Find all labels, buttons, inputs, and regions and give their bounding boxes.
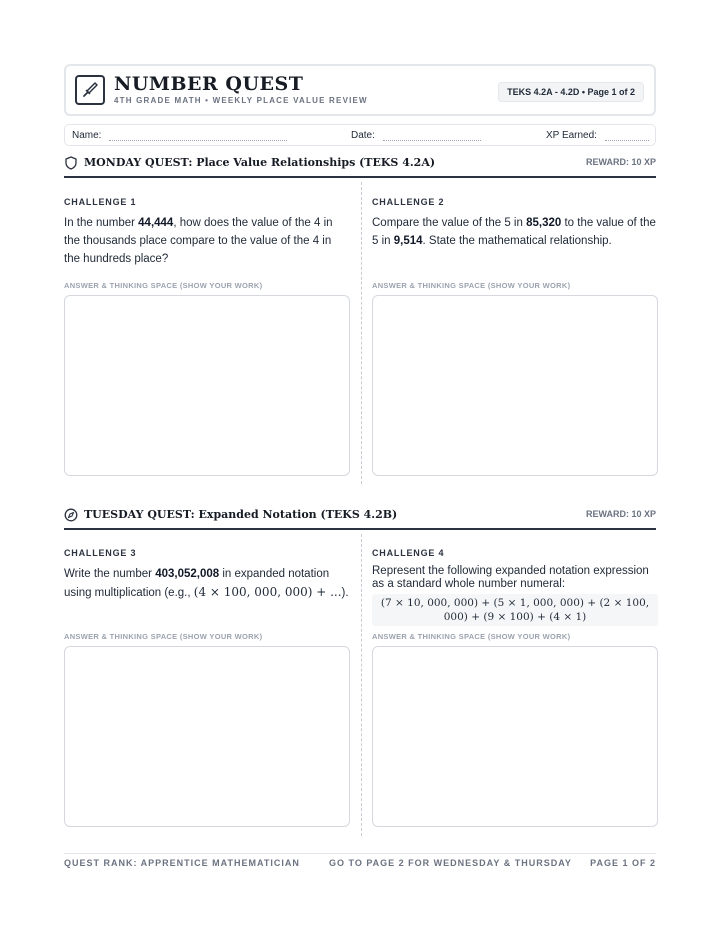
sword-icon xyxy=(75,75,105,105)
answer-box-4[interactable] xyxy=(372,646,658,827)
quest-rank: QUEST RANK: APPRENTICE MATHEMATICIAN xyxy=(64,858,300,868)
challenge-2 xyxy=(372,197,658,250)
xp-label: XP Earned: xyxy=(546,130,597,141)
challenge-1 xyxy=(64,197,350,268)
answer-box-1[interactable] xyxy=(64,295,350,476)
monday-section-header xyxy=(64,156,656,178)
answer-space-label: ANSWER & THINKING SPACE (SHOW YOUR WORK) xyxy=(64,281,263,290)
student-info-bar xyxy=(64,124,656,146)
page-subtitle: 4TH GRADE MATH • WEEKLY PLACE VALUE REVIEW xyxy=(114,96,368,105)
date-field[interactable] xyxy=(383,140,481,141)
answer-space-label: ANSWER & THINKING SPACE (SHOW YOUR WORK) xyxy=(372,632,571,641)
xp-field[interactable] xyxy=(605,140,649,141)
answer-box-3[interactable] xyxy=(64,646,350,827)
challenge-text: Compare the value of the 5 in 85,320 to the value of the 5 in 9,514. State the mathematical relationship. xyxy=(372,217,656,247)
answer-box-2[interactable] xyxy=(372,295,658,476)
answer-space-label: ANSWER & THINKING SPACE (SHOW YOUR WORK) xyxy=(64,632,263,641)
challenge-text: Write the number 403,052,008 in expanded notation using multiplication (e.g., (4 × 100, 000, 000) + ...). xyxy=(64,568,349,599)
answer-space-label: ANSWER & THINKING SPACE (SHOW YOUR WORK) xyxy=(372,281,571,290)
next-page-note: GO TO PAGE 2 FOR WEDNESDAY & THURSDAY xyxy=(329,858,572,868)
name-label: Name: xyxy=(72,130,102,141)
column-divider xyxy=(361,182,362,484)
tuesday-section-header xyxy=(64,508,656,530)
page-number: PAGE 1 OF 2 xyxy=(590,858,656,868)
name-field[interactable] xyxy=(109,140,287,141)
reward-label: REWARD: 10 XP xyxy=(585,157,656,167)
section-title: MONDAY QUEST: Place Value Relationships (TEKS 4.2A) xyxy=(84,156,436,169)
header-card xyxy=(64,64,656,116)
reward-label: REWARD: 10 XP xyxy=(585,509,656,519)
challenge-text: Represent the following expanded notation expression as a standard whole number numeral: xyxy=(372,565,649,590)
column-divider xyxy=(361,534,362,836)
challenge-text: In the number 44,444, how does the value of the 4 in the thousands place compare to the value of the 4 in the hundreds place? xyxy=(64,217,333,265)
challenge-4 xyxy=(372,548,658,626)
date-label: Date: xyxy=(351,130,375,141)
shield-icon xyxy=(64,156,78,170)
section-title: TUESDAY QUEST: Expanded Notation (TEKS 4.2B) xyxy=(84,508,398,521)
compass-icon xyxy=(64,508,78,522)
challenge-label: CHALLENGE 3 xyxy=(64,548,137,558)
challenge-label: CHALLENGE 2 xyxy=(372,197,445,207)
page-title: NUMBER QUEST xyxy=(114,73,304,95)
challenge-label: CHALLENGE 4 xyxy=(372,548,445,558)
challenge-3 xyxy=(64,548,350,602)
teks-badge: TEKS 4.2A - 4.2D • Page 1 of 2 xyxy=(498,82,644,102)
challenge-label: CHALLENGE 1 xyxy=(64,197,137,207)
expression-block: (7 × 10, 000, 000) + (5 × 1, 000, 000) + (2 × 100, 000) + (9 × 100) + (4 × 1) xyxy=(372,594,658,626)
footer-divider xyxy=(64,853,656,854)
